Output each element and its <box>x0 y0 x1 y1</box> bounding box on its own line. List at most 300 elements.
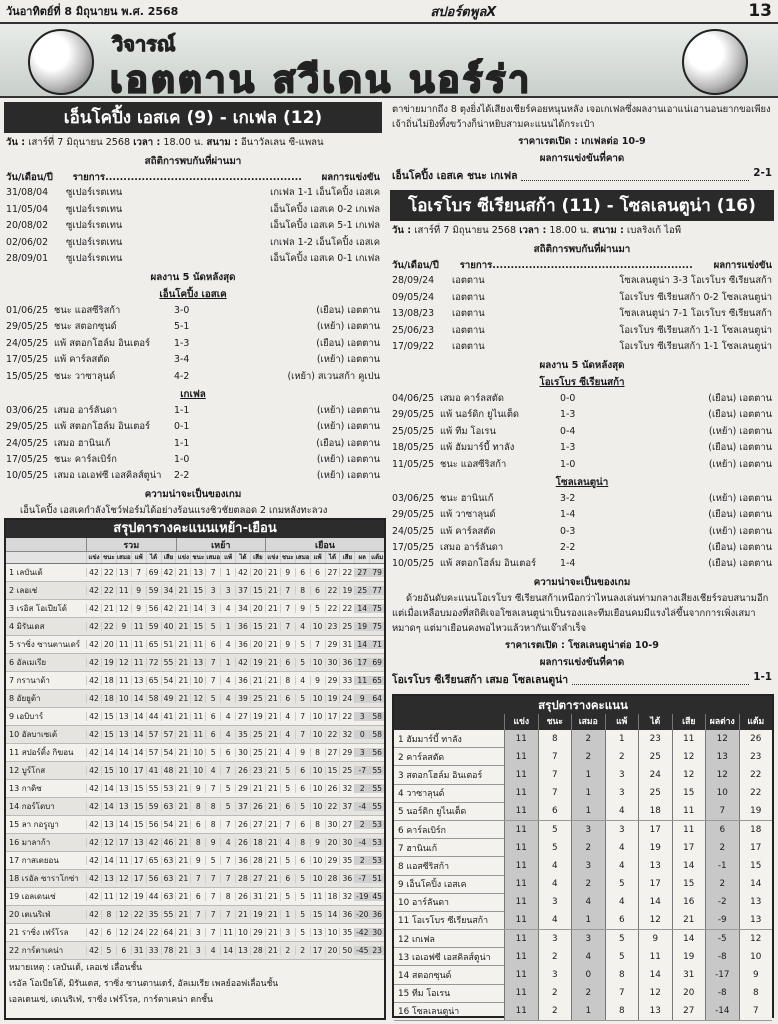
table-cell: 4 <box>220 694 235 703</box>
table-row <box>6 816 384 834</box>
h2h-row <box>390 290 774 307</box>
table-cell: 63 <box>161 856 176 865</box>
table-cell: 50 <box>339 946 354 955</box>
table-cell: 34 <box>235 604 250 613</box>
table-cell: 5 <box>205 856 220 865</box>
table-cell: 26 <box>325 784 340 793</box>
table-row <box>394 803 772 821</box>
table-cell: 15 <box>250 586 265 595</box>
table-cell: 29 <box>339 748 354 757</box>
away-team-name: โซลเลนตูน่า <box>555 476 609 488</box>
table-cell: 21 <box>175 586 190 595</box>
form-date: 17/05/25 <box>6 354 49 366</box>
table-cell: 2 <box>571 875 605 893</box>
h2h-row <box>4 235 382 252</box>
form-date: 25/05/25 <box>392 425 435 437</box>
table-cell: 21 <box>265 802 280 811</box>
h2h-title: สถิติการพบกันที่ผ่านมา <box>144 156 242 167</box>
table-cell: 21 <box>175 748 190 757</box>
team-name: 18 เรอัล ซาราโกซ่า <box>9 874 79 883</box>
table-cell: 21 <box>265 676 280 685</box>
table-cell: 59 <box>146 622 161 631</box>
table-cell: 20 <box>250 568 265 577</box>
table-cell: 18 <box>101 694 116 703</box>
table-cell: 26 <box>235 838 250 847</box>
table-cell: 15 <box>739 857 773 875</box>
form-opponent: แพ้ ทีม โอเรน <box>440 425 496 437</box>
table-cell: 8 <box>205 802 220 811</box>
table-cell: 25 <box>339 766 354 775</box>
row-cells <box>86 928 384 937</box>
row-cells <box>504 766 772 784</box>
form-opponent: ชนะ แอสซีริสก้า <box>54 304 121 316</box>
row-cells <box>86 730 384 739</box>
table-row <box>6 564 384 582</box>
table-cell: 17 <box>672 839 706 857</box>
table-cell: 11 <box>131 622 146 631</box>
form-venue: (เหย้า) เอตตาน <box>316 354 380 366</box>
match1-prediction <box>390 167 774 184</box>
column-header: เสีย <box>672 714 706 730</box>
table-cell: -4 <box>354 802 369 811</box>
team-name: 13 เอเอฟซี เอสคิลส์ตูน่า <box>398 952 491 963</box>
table-cell: 54 <box>161 748 176 757</box>
table-cell: 6 <box>705 821 739 839</box>
table-cell: 25 <box>354 586 369 595</box>
table-cell: 14 <box>672 857 706 875</box>
table-cell: 2 <box>605 748 639 766</box>
table-cell: 65 <box>146 676 161 685</box>
table-cell: 13 <box>739 911 773 929</box>
team-name: 21 ราซิ่ง เฟร์โรล <box>9 928 69 937</box>
column-header: แข่ง <box>504 714 538 730</box>
table-cell: 40 <box>161 622 176 631</box>
table-cell: -7 <box>354 766 369 775</box>
column-header: แพ้ <box>605 714 639 730</box>
form-row <box>4 403 382 419</box>
table-cell: 42 <box>146 838 161 847</box>
table-cell: 1 <box>220 622 235 631</box>
table-cell: 29 <box>325 856 340 865</box>
row-cells <box>504 802 772 820</box>
table-cell: 10 <box>310 658 325 667</box>
table-cell: 17 <box>739 839 773 857</box>
column-header: แต้ม <box>739 714 773 730</box>
table-cell: 42 <box>86 856 101 865</box>
table-cell: 2 <box>538 984 572 1002</box>
table-cell: 19 <box>325 694 340 703</box>
form-venue: (เหย้า) เอตตาน <box>708 425 772 437</box>
away-form-list <box>390 491 774 573</box>
table-row <box>6 708 384 726</box>
match1-prediction-title: ผลการแข่งขันที่คาด <box>539 153 625 164</box>
table-cell: 21 <box>175 766 190 775</box>
table-cell: 42 <box>86 658 101 667</box>
table-cell: 21 <box>265 874 280 883</box>
table-cell: 11 <box>504 839 538 857</box>
table-cell: 23 <box>250 766 265 775</box>
form-date: 17/05/25 <box>392 542 435 554</box>
table-cell: 21 <box>265 730 280 739</box>
table-cell: 15 <box>101 712 116 721</box>
table-cell: 13 <box>116 712 131 721</box>
table-cell: 23 <box>325 622 340 631</box>
table-cell: 11 <box>504 730 538 748</box>
form-row <box>4 468 382 484</box>
table-cell: 29 <box>235 784 250 793</box>
table-cell: 6 <box>116 946 131 955</box>
table-cell: 4 <box>538 911 572 929</box>
row-cells <box>504 1002 772 1020</box>
table-cell: 3 <box>605 821 639 839</box>
table-cell: 58 <box>369 712 384 721</box>
table-cell: 7 <box>205 874 220 883</box>
table-cell: 25 <box>250 730 265 739</box>
form-date: 03/06/25 <box>6 404 49 416</box>
table-cell: 6 <box>101 928 116 937</box>
form-score: 2-2 <box>560 542 576 554</box>
table-cell: 8 <box>739 984 773 1002</box>
row-cells <box>504 784 772 802</box>
table-cell: 19 <box>638 839 672 857</box>
table-cell: 7 <box>131 568 146 577</box>
table-cell: 20 <box>250 640 265 649</box>
table-cell: 53 <box>369 856 384 865</box>
table-cell: 7 <box>538 766 572 784</box>
row-cells <box>86 676 384 685</box>
form-score: 3-4 <box>174 354 190 366</box>
table-cell: 34 <box>161 586 176 595</box>
h2h-date: 20/08/02 <box>6 220 49 232</box>
h2h-row <box>4 185 382 202</box>
table-cell: 57 <box>161 730 176 739</box>
form-score: 1-4 <box>560 509 576 521</box>
form-row <box>4 452 382 468</box>
table-cell: 53 <box>369 820 384 829</box>
table-row <box>394 894 772 912</box>
table-cell: 12 <box>672 766 706 784</box>
h2h-row <box>390 306 774 323</box>
table-cell: 9 <box>131 604 146 613</box>
table-cell: 4 <box>220 712 235 721</box>
table-cell: 2 <box>705 875 739 893</box>
table-cell: 5 <box>101 946 116 955</box>
h2h-competition: ซูเปอร์เรตเทน <box>66 203 123 215</box>
match2-prediction-title: ผลการแข่งขันที่คาด <box>539 656 625 668</box>
table-cell: 3 <box>205 586 220 595</box>
table-cell: 22 <box>131 910 146 919</box>
table-cell: 3 <box>605 784 639 802</box>
form-date: 03/06/25 <box>392 492 435 504</box>
table-cell: 13 <box>190 568 205 577</box>
table-cell: 8 <box>101 910 116 919</box>
row-cells <box>504 911 772 929</box>
match1-analysis-continued: ตาข่ายมากถึง 8 ตุงยิ่งได้เสียงเชียร์คอยหนุนหลัง เจอเกเฟลซึ่งผลงานเอาแน่เอานอนยากขอเพียงเจ้าถิ่นไม่ยิงทิ้งขว้างก็น่าหยิบสามคะแนนได้กระเป๋า <box>392 104 771 130</box>
table-cell: 13 <box>638 1002 672 1020</box>
table-cell: 6 <box>220 748 235 757</box>
table-cell: 16 <box>672 893 706 911</box>
table-cell: 21 <box>175 856 190 865</box>
h2h-col-comp: รายการ....................................................... <box>459 260 693 271</box>
column-header: แข่ง <box>175 552 190 563</box>
table-cell: 44 <box>146 892 161 901</box>
table-cell: 23 <box>739 748 773 766</box>
h2h-result: โซลเลนตูน่า 7-1 โอเรโบร ซีเรียนสก้า <box>619 308 772 320</box>
table-cell: 59 <box>146 802 161 811</box>
table-cell: 11 <box>131 658 146 667</box>
table-cell: -5 <box>705 930 739 948</box>
h2h-competition: ซูเปอร์เรตเทน <box>66 236 123 248</box>
team-name: 8 แอสซีริสก้า <box>398 861 450 872</box>
table-cell: 6 <box>538 802 572 820</box>
column-header: เสีย <box>250 552 265 563</box>
table-cell: 13 <box>116 784 131 793</box>
table-cell: 7 <box>220 910 235 919</box>
table-cell: 20 <box>325 946 340 955</box>
table-cell: 51 <box>369 874 384 883</box>
table-cell: 11 <box>504 1002 538 1020</box>
table-cell: 12 <box>705 730 739 748</box>
home-form-list <box>4 303 382 385</box>
table-cell: -8 <box>705 948 739 966</box>
table-cell: 4 <box>605 893 639 911</box>
table-cell: 42 <box>86 946 101 955</box>
table-cell: 5 <box>295 928 310 937</box>
table-cell: 11 <box>672 821 706 839</box>
table-cell: 3 <box>605 766 639 784</box>
football-icon <box>682 29 748 95</box>
table-cell: 18 <box>739 821 773 839</box>
issue-date: วันอาทิตย์ที่ 8 มิถุนายน พ.ศ. 2568 <box>6 5 179 18</box>
table-cell: 63 <box>161 892 176 901</box>
form-title: ผลงาน 5 นัดหลังสุด <box>539 359 625 371</box>
table-cell: 36 <box>339 874 354 883</box>
table-cell: 4 <box>220 640 235 649</box>
table-cell: 7 <box>190 874 205 883</box>
table-row <box>394 785 772 803</box>
table-cell: 21 <box>175 892 190 901</box>
table-cell: 15 <box>672 875 706 893</box>
table-cell: 22 <box>325 604 340 613</box>
table-cell: 36 <box>235 622 250 631</box>
table-cell: 19 <box>250 712 265 721</box>
form-opponent: แพ้ สตอกโฮล์ม อินเตอร์ <box>54 337 150 349</box>
table-cell: 26 <box>235 820 250 829</box>
table-cell: 10 <box>310 874 325 883</box>
row-cells <box>504 821 772 839</box>
team-name: 16 โซลเลนตูน่า <box>398 1007 460 1018</box>
table-cell: 14 <box>116 748 131 757</box>
table-cell: 6 <box>280 694 295 703</box>
h2h-list <box>390 273 774 356</box>
team-name: 3 สตอกโฮล์ม อินเตอร์ <box>398 770 483 781</box>
form-opponent: ชนะ สตอกซุนด์ <box>54 321 117 333</box>
table-row <box>6 600 384 618</box>
table-cell: 10 <box>310 730 325 739</box>
table-cell: 42 <box>86 892 101 901</box>
form-opponent: เสมอ เอเอฟซี เอสคิลส์ตูน่า <box>54 470 162 482</box>
form-venue: (เยือน) เอตตาน <box>316 437 380 449</box>
table-cell: 2 <box>571 730 605 748</box>
table-cell: 13 <box>638 857 672 875</box>
table-cell: 4 <box>280 748 295 757</box>
analysis-title: ความน่าจะเป็นของเกม <box>533 576 631 588</box>
table-row <box>6 834 384 852</box>
table-cell: 2 <box>354 856 369 865</box>
table-cell: 21 <box>265 892 280 901</box>
form-opponent: แพ้ วาซาลุนด์ <box>440 509 496 521</box>
table-cell: 55 <box>369 766 384 775</box>
team-name: 19 เอลเดนเซ่ <box>9 892 56 901</box>
table-cell: 42 <box>235 568 250 577</box>
table-cell: 6 <box>280 658 295 667</box>
prediction-score: 1-1 <box>753 670 772 683</box>
table-cell: 21 <box>265 766 280 775</box>
table-cell: 5 <box>220 802 235 811</box>
table-cell: 5 <box>295 892 310 901</box>
standings-title: สรุปตารางคะแนน <box>394 696 772 714</box>
table-cell: 8 <box>295 838 310 847</box>
table-cell: 19 <box>339 586 354 595</box>
football-icon <box>28 29 94 95</box>
table-cell: 27 <box>250 820 265 829</box>
column-header: แข่ง <box>86 552 101 563</box>
table-cell: 21 <box>265 568 280 577</box>
table-cell: 21 <box>250 784 265 793</box>
table-cell: 9 <box>310 676 325 685</box>
table-cell: 9 <box>310 838 325 847</box>
column-header: ได้ <box>325 552 340 563</box>
table-cell: 64 <box>369 694 384 703</box>
form-opponent: เสมอ ฮานินเก้ <box>54 437 111 449</box>
table-cell: 17 <box>116 838 131 847</box>
table-cell: 9 <box>295 604 310 613</box>
team-name: 6 คาร์ลเบิร์ก <box>398 825 446 836</box>
form-row <box>4 369 382 385</box>
table-cell: 14 <box>638 966 672 984</box>
table-cell: 8 <box>310 820 325 829</box>
table-cell: 17 <box>638 821 672 839</box>
team-name: 10 อัลบาเซเต้ <box>9 730 58 739</box>
table-cell: 1 <box>605 730 639 748</box>
team-name: 13 กาดิซ <box>9 784 42 793</box>
table-cell: 28 <box>250 946 265 955</box>
table-cell: 5 <box>295 640 310 649</box>
table-cell: 28 <box>250 856 265 865</box>
form-score: 1-3 <box>560 442 576 454</box>
league-note: เรอัล โอเบียโด้, มิรันเดส, ราซิ่ง ซานตานเดร์, อัลเมเรีย เพลย์ออฟเลื่อนชั้น <box>9 979 279 989</box>
table-cell: 7 <box>310 640 325 649</box>
time-label: เวลา : <box>519 225 547 236</box>
team-name: 14 กอร์โดบา <box>9 802 55 811</box>
table-cell: 4 <box>205 946 220 955</box>
h2h-result: โอเรโบร ซีเรียนสก้า 1-1 โซลเลนตูน่า <box>619 341 772 353</box>
table-row <box>6 654 384 672</box>
table-cell: 21 <box>265 910 280 919</box>
h2h-row <box>390 339 774 356</box>
away-team-name: เกเฟล <box>180 388 206 400</box>
form-venue: (เหย้า) เอตตาน <box>708 525 772 537</box>
column-header: แต้ม <box>371 554 384 561</box>
table-cell: 35 <box>339 928 354 937</box>
form-score: 1-3 <box>560 409 576 421</box>
table-cell: 11 <box>504 748 538 766</box>
form-opponent: เสมอ คาร์ลสตัด <box>440 392 504 404</box>
table-cell: -17 <box>705 966 739 984</box>
table-cell: 9 <box>354 694 369 703</box>
table-cell: 11 <box>504 784 538 802</box>
table-row <box>6 924 384 942</box>
table-cell: 72 <box>146 658 161 667</box>
column-header: แพ้ <box>220 552 235 563</box>
table-cell: 24 <box>131 928 146 937</box>
dotted-leader <box>572 671 749 685</box>
h2h-result: เอ็นโคปิ้ง เอสเค 5-1 เกเฟล <box>270 220 380 232</box>
table-cell: -19 <box>356 892 369 901</box>
table-cell: 14 <box>101 748 116 757</box>
table-row <box>394 930 772 948</box>
row-cells <box>86 694 384 703</box>
column-header: ได้ <box>146 552 161 563</box>
form-opponent: แพ้ ฮัมมาร์บี้ ทาลัง <box>440 442 515 454</box>
table-cell: 4 <box>571 948 605 966</box>
table-cell: 5 <box>538 839 572 857</box>
table-cell: 4 <box>205 766 220 775</box>
table-cell: 14 <box>116 820 131 829</box>
table-cell: 69 <box>146 568 161 577</box>
table-cell: 4 <box>280 838 295 847</box>
form-row <box>390 556 774 572</box>
table-cell: 7 <box>280 604 295 613</box>
table-cell: 7 <box>538 748 572 766</box>
table-cell: 1 <box>571 766 605 784</box>
table-cell: 42 <box>235 658 250 667</box>
h2h-date: 31/08/04 <box>6 187 49 198</box>
table-cell: 55 <box>369 802 384 811</box>
h2h-title: สถิติการพบกันที่ผ่านมา <box>533 244 631 255</box>
form-date: 11/05/25 <box>392 458 435 470</box>
table-cell: 75 <box>369 604 384 613</box>
form-row <box>4 419 382 435</box>
h2h-competition: เอตตาน <box>452 341 485 353</box>
table-cell: 21 <box>265 784 280 793</box>
form-venue: (เยือน) เอตตาน <box>316 304 380 316</box>
league-table-body <box>6 564 384 960</box>
table-cell: 6 <box>205 640 220 649</box>
table-cell: 5 <box>280 784 295 793</box>
table-cell: 11 <box>504 966 538 984</box>
table-cell: 42 <box>86 748 101 757</box>
table-cell: 8 <box>605 966 639 984</box>
table-row <box>394 912 772 930</box>
form-opponent: แพ้ คาร์ลสตัด <box>54 354 110 366</box>
row-cells <box>504 730 772 748</box>
form-row <box>390 524 774 540</box>
form-date: 01/06/25 <box>6 304 49 316</box>
form-score: 1-1 <box>174 404 190 416</box>
table-cell: 3 <box>538 966 572 984</box>
h2h-date: 28/09/24 <box>392 275 435 286</box>
table-row <box>6 762 384 780</box>
table-row <box>6 852 384 870</box>
table-cell: 14 <box>672 930 706 948</box>
table-row <box>394 821 772 839</box>
table-cell: 11 <box>220 928 235 937</box>
table-cell: 21 <box>175 820 190 829</box>
table-cell: 11 <box>638 948 672 966</box>
section-banner <box>0 22 778 98</box>
table-cell: 22 <box>146 928 161 937</box>
